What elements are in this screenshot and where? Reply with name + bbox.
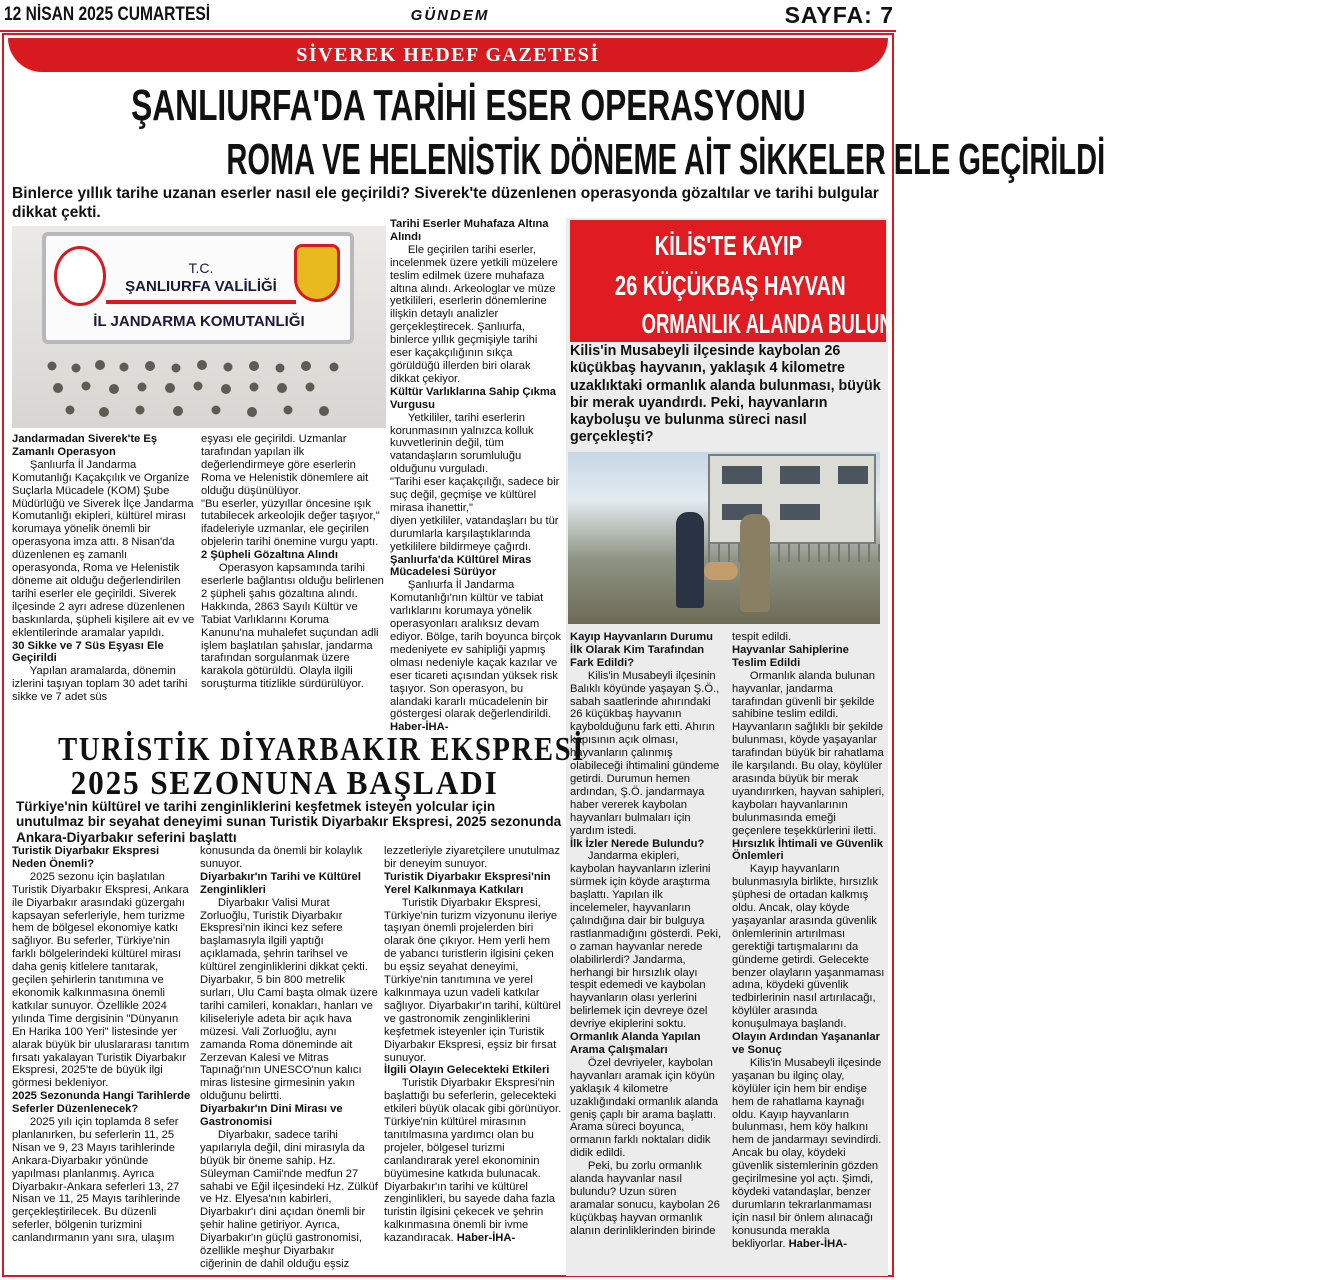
subhead: Tarihi Eserler Muhafaza Altına Alındı [390, 218, 549, 243]
subhead: Ormanlık Alanda Yapılan Arama Çalışmaları [570, 1031, 701, 1056]
paragraph: Peki, bu zorlu ormanlık alanda hayvanlar nasıl bulundu? Uzun süren aramalar sonucu, kaybolan 26 küçükbaş hayvan ormanlık alanın derinliklerinden birinde [570, 1160, 720, 1237]
valilik-logo [54, 246, 106, 306]
story2-photo [568, 452, 880, 624]
person-civilian [676, 512, 704, 608]
paragraph: 2025 yılı için toplamda 8 sefer planlanırken, bu seferlerin 11, 25 Nisan ve 9, 23 Mayıs tarihlerinde Ankara-Diyarbakır yönünde yapılması planlanmış. Ayrıca Diyarbakır-Ankara seferleri 13, 27 Nisan ve 11, 25 Mayıs tarihlerinde gerçekleştirilecek. Bu düzenli seferler, bölgenin turizmini canlandırmanın yanı sıra, ulaşım [12, 1116, 181, 1245]
story3-column2 [200, 845, 378, 1273]
story1-headline-line2: ROMA VE HELENİSTİK DÖNEME AİT SİKKELER ELE GEÇİRİLDİ [226, 135, 1106, 184]
paragraph: Turistik Diyarbakır Ekspresi, Türkiye'nin turizm vizyonunu ileriye taşıyan önemli projelerden biri olarak öne çıkıyor. Hem yerli hem de yabancı turistlerin ilgisini çeken bu eşsiz seyahat deneyimi, Türkiye'nin tanıtımına ve yerel kalkınmaya uzun vadeli katkılar sağlıyor. Diyarbakır'ın tarihi, kültürel ve gastronomik zenginliklerini keşfetmek isteyenler için Turistik Diyarbakır Ekspresi, eşsiz bir fırsat sunuyor. [384, 896, 561, 1064]
paragraph: tespit edildi. [732, 631, 792, 643]
paragraph-text: Şanlıurfa İl Jandarma Komutanlığı'nın kültür ve tabiat varlıklarını korumaya yönelik operasyonları aralıksız devam ediyor. Bölge, tarih boyunca birçok medeniyete ev sahipliği yapmış olması nedeniyle kaçak kazılar ve eser ticareti açısından yüksek risk taşıyor. Son operasyon, bu alandaki kararlı mücadelenin bir göstergesi olarak değerlendirildi. [390, 579, 562, 721]
story1-column1 [12, 433, 195, 725]
story1-deck: Binlerce yıllık tarihe uzanan eserler nasıl ele geçirildi? Siverek'te düzenlenen operasyonda gözaltılar ve tarihi bulgular dikkat çekti. [12, 185, 879, 221]
header-rule [0, 30, 896, 32]
paragraph: Ele geçirilen tarihi eserler, incelenmek üzere yetkili müzelere teslim edilmek üzere muhafaza altına alındı. Arkeologlar ve müze yetkilileri, eserlerin dönemlerine ilişkin detaylı analizler gerçekleştirecek. Şanlıurfa, binlerce yıllık geçmişiyle tarihi eser kaçakçılığının sıkça görüldüğü illerden biri olarak dikkat çekiyor. [390, 243, 558, 385]
paragraph: eşyası ele geçirildi. Uzmanlar tarafından yapılan ilk değerlendirmeye göre eserlerin Roma ve Helenistik dönemlere ait olduğu düşünülüyor. [201, 433, 369, 497]
story3-column3 [384, 845, 562, 1273]
story1-column3 [390, 218, 562, 734]
subhead: Hırsızlık İhtimali ve Güvenlik Önlemleri [732, 837, 884, 863]
subhead: Şanlıurfa'da Kültürel Miras Mücadelesi Sürüyor [390, 553, 532, 579]
paragraph: 2025 sezonu için başlatılan Turistik Diyarbakır Ekspresi, Ankara ile Diyarbakır arasındaki güzergahı kapsayan seferleriyle, hem turizme hem de bölgesel ekonomiye katkı sağlıyor. Bu seferler, Türkiye'nin farklı bölgelerindeki kültürel mirası daha geniş kitlelere tanıtarak, geçilen şehirlerin tanıtımına ve ekonomik kalkınmasına önemli katkılar sunuyor. Özellikle 2024 yılında Time dergisinin "Dünyanın En Harika 100 Yeri" listesinde yer alarak büyük bir uluslararası tanıtım fırsatı yakalayan Turistik Diyarbakır Ekspresi, 2025'te de büyük ilgi görmesi bekleniyor. [12, 870, 190, 1090]
subhead: Turistik Diyarbakır Ekspresi Neden Önemli? [12, 845, 160, 870]
byline: Haber-İHA- [456, 1232, 516, 1245]
quote: "Bu eserler, yüzyıllar öncesine ışık tutabilecek arkeolojik değer taşıyor," [201, 497, 380, 523]
paragraph-text: Kilis'in Musabeyli ilçesinde yaşanan bu ilginç olay, köylüler için hem bir endişe hem de rahatlama kaynağı oldu. Kayıp hayvanların bulunması, hem köy halkını hem de jandarmayı sevindirdi. Ancak bu olay, köydeki güvenlik sistemlerinin gözden geçirilmesine yol açtı. Şimdi, köydeki vatandaşlar, benzer durumların tekrarlanmaması için nasıl bir önlem alınacağı konusunda merakla bekliyorlar. [732, 1056, 882, 1250]
dog [704, 562, 738, 580]
person-gendarme [740, 514, 770, 612]
banner-line1: KİLİS'TE KAYIP [654, 230, 802, 261]
paragraph: Şanlıurfa İl Jandarma Komutanlığı Kaçakçılık ve Organize Suçlarla Mücadele (KOM) Şube Müdürlüğü ve Siverek İlçe Jandarma Komutanlığı ekipleri, kültürel mirası korumaya yönelik önemli bir operasyona imza attı. 8 Nisan'da düzenlenen eş zamanlı operasyonda, Roma ve Helenistik döneme ait olduğu değerlendirilen tarihi eserler ele geçirildi. Siverek ilçesinde 2 ayrı adrese düzenlenen baskınlarda, şüpheli kişilere ait ev ve eklentilerinde aramalar yapıldı. [12, 458, 195, 639]
paragraph-text: Turistik Diyarbakır Ekspresi'nin başlattığı bu seferlerin, gelecekteki etkileri büyük olacak gibi görünüyor. Türkiye'nin kültürel mirasının tanıtılmasına yardımcı olan bu projeler, bölgesel turizmi canlandırarak yerel ekonominin büyümesine katkıda bulunacak. Diyarbakır'ın tarihi ve kültürel zenginlikleri, bu sayede daha fazla turistin ilgisini çekecek ve şehrin kalkınmasına önemli bir ivme kazandıracak. [384, 1077, 562, 1245]
paragraph: Jandarma ekipleri, kaybolan hayvanların izlerini sürmek için köyde araştırma başlattı. Yapılan ilk incelemeler, hayvanların çalındığına dair bir bulguya rastlanmadığını gösterdi. Peki, o zaman hayvanlar nerede olabilirlerdi? Jandarma, herhangi bir hırsızlık olayı tespit edemedi ve kaybolan hayvanların olası yerlerini belirlemek için devreye özel devriye ekiplerini soktu. [570, 850, 722, 1031]
banner-line2: 26 KÜÇÜKBAŞ HAYVAN [614, 270, 846, 301]
story2-column1 [570, 631, 722, 1273]
masthead-logo: SİVEREK HEDEF GAZETESİ [296, 44, 600, 66]
story1-headline-line1: ŞANLIURFA'DA TARİHİ ESER OPERASYONU [131, 81, 806, 130]
paragraph: lezzetleriyle ziyaretçilere unutulmaz bir deneyim sunuyor. [384, 845, 560, 870]
paragraph: Diyarbakır Valisi Murat Zorluoğlu, Turistik Diyarbakır Ekspresi'nin ikinci kez sefere başlamasıyla ilgili yaptığı açıklamada, şehrin tarihsel ve kültürel zenginliklerini dikkat çekti. Diyarbakır, 5 bin 800 metrelik surları, Ulu Cami başta olmak üzere tarihi camileri, konakları, hanları ve kiliseleriyle adeta bir açık hava müzesi. Vali Zorluoğlu, aynı zamanda Roma döneminde ait Zerzevan Kalesi ve Mitras Tapınağı'nın UNESCO'nun kalıcı miras listesine girmesinin yakın olduğunu belirtti. [200, 896, 378, 1103]
paragraph: ifadeleriyle uzmanlar, ele geçirilen objelerin tarihi önemine vurgu yaptı. [201, 523, 379, 549]
subhead: 30 Sikke ve 7 Süs Eşyası Ele Geçirildi [12, 639, 164, 665]
subhead: İlk İzler Nerede Bulundu? [570, 837, 705, 850]
story1-column2 [201, 433, 384, 725]
story2-column2 [732, 631, 886, 1273]
byline: Haber-İHA- [390, 721, 449, 734]
byline: Haber-İHA- [788, 1237, 848, 1250]
paragraph: Ormanlık alanda bulunan hayvanlar, jandarma tarafından güvenli bir şekilde sahibine teslim edildi. Hayvanların sağlıklı bir şekilde bulunması, köyde yaşayanlar tarafından büyük bir rahatlama ile karşılandı. Bu olay, köylüler arasında büyük bir merak uyandırırken, hayvan sahipleri, kayboları hayvanlarının bulunmasında emeği geçenlere teşekkürlerini iletti. [732, 669, 885, 837]
story3-column1 [12, 845, 195, 1273]
story1-photo [12, 226, 386, 428]
subhead: 2 Şüpheli Gözaltına Alındı [201, 549, 338, 562]
story3-headline-line1: TURİSTİK DİYARBAKIR EKSPRESİ [58, 731, 586, 768]
paragraph: Kilis'in Musabeyli ilçesinin Balıklı köyünde yaşayan Ş.Ö., sabah saatlerinde ahırındaki 26 küçükbaş hayvanın kaybolduğunu fark etti. Ahırın kapısının açık olması, hayvanların çalınmış olabileceği ihtimalini gündeme getirdi. Durumun hemen ardından, Ş.Ö. jandarmaya haber vererek kaybolan hayvanları bulmaları için yardım istedi. [570, 669, 720, 837]
paragraph: Kayıp hayvanların bulunmasıyla birlikte, hırsızlık şüphesi de ortadan kalkmış oldu. Ancak, olay köyde yaşayanlar arasında güvenlik önlemlerinin artırılması gerektiği tartışmalarını da gündeme getirdi. Gelecekte benzer olayların yaşanmaması adına, köydeki güvenlik tedbirlerinin nasıl artırılacağı, köylüler arasında konuşulmaya başlandı. [732, 863, 885, 1031]
paragraph: Operasyon kapsamında tarihi eserlerle bağlantısı olduğu belirlenen 2 şüpheli şahıs gözaltına alındı. Hakkında, 2863 Sayılı Kültür ve Tabiat Varlıklarını Koruma Kanunu'na muhalefet suçundan adli işlem başlatılan şahıslar, jandarma tarafından sorgulanmak üzere karakola götürüldü. Olayla ilgili soruşturma titizlikle sürdürülüyor. [201, 562, 384, 691]
window [780, 466, 820, 484]
window [838, 466, 868, 484]
subhead: Olayın Ardından Yaşananlar ve Sonuç [732, 1031, 880, 1056]
paragraph [390, 579, 562, 734]
window [780, 504, 820, 520]
header-page-number: SAYFA: 7 [784, 2, 894, 28]
quote: "Tarihi eser kaçakçılığı, sadece bir suç değil, geçmişe ve kültürel mirasa ihanettir," [390, 476, 560, 514]
subhead: 2025 Sezonunda Hangi Tarihlerde Seferler Düzenlenecek? [12, 1090, 191, 1116]
subhead: Kültür Varlıklarına Sahip Çıkma Vurgusu [390, 385, 557, 411]
fence [698, 544, 880, 562]
header-date: 12 NİSAN 2025 CUMARTESİ [4, 4, 211, 25]
plaque [42, 232, 354, 344]
masthead-band [8, 38, 888, 72]
jandarma-logo [294, 244, 340, 302]
paragraph: Özel devriyeler, kaybolan hayvanları aramak için köyün yaklaşık 4 kilometre uzaklığındaki ormanlık alanda geniş çaplı bir arama başlattı. Arama süreci boyunca, ormanın farklı noktaları didik didik edildi. [570, 1056, 719, 1160]
paragraph: Yapılan aramalarda, dönemin izlerini taşıyan toplam 30 adet tarihi sikke ve 7 adet süs [12, 665, 188, 704]
paragraph: Yetkililer, tarihi eserlerin korunmasının yalnızca kolluk kuvvetlerinin değil, tüm vatandaşların sorumluluğu olduğunu vurguladı. [390, 411, 534, 476]
subhead: Turistik Diyarbakır Ekspresi'nin Yerel Kalkınmaya Katkıları [384, 870, 551, 896]
paragraph [732, 1057, 886, 1251]
plaque-divider [106, 300, 296, 304]
window [722, 466, 762, 484]
paragraph: Diyarbakır, sadece tarihi yapılarıyla değil, dini mirasıyla da büyük bir öneme sahip. Hz. Süleyman Camii'nde medfun 27 sahabi ve Eğil ilçesindeki Hz. Zülküf ve Hz. Elyesa'nın kabirleri, Diyarbakır'ı dini açıdan önemli bir şehir haline getiriyor. Ayrıca, Diyarbakır'ın güçlü gastronomisi, özellikle meşhur Diyarbakır ciğerinin de dahil olduğu eşsiz [200, 1128, 378, 1270]
paragraph: diyen yetkililer, vatandaşları bu tür durumlarla karşılaştıklarında yetkililere bildirmeye çağırdı. [390, 514, 559, 553]
plaque-line3: İL JANDARMA KOMUTANLIĞI [93, 313, 305, 330]
coins-graphic [12, 354, 386, 428]
story2-deck: Kilis'in Musabeyli ilçesinde kaybolan 26 küçükbaş hayvanın, yaklaşık 4 kilometre uzaklıktaki ormanlık alanda bulunması, büyük bir merak uyandırdı. Peki, hayvanların kayboluşu ve bulunma süreci nasıl gerçekleşti? [570, 343, 881, 446]
paragraph [384, 1077, 562, 1245]
plaque-line1: T.C. [188, 260, 214, 276]
paragraph: konusunda da önemli bir kolaylık sunuyor. [200, 845, 363, 870]
subhead: İlgili Olayın Gelecekteki Etkileri [384, 1064, 550, 1077]
subhead: Jandarmadan Siverek'te Eş Zamanlı Operasyon [12, 433, 158, 458]
header-section: GÜNDEM [410, 7, 490, 24]
story2-banner [570, 220, 920, 342]
story3-deck: Türkiye'nin kültürel ve tarihi zenginliklerini keşfetmek isteyen yolcular için unutulmaz bir seyahat deneyimi sunan Turistik Diyarbakır Ekspresi, 2025 sezonunda Ankara-Diyarbakır seferini başlattı [16, 799, 562, 845]
subhead: Kayıp Hayvanların Durumu İlk Olarak Kim Tarafından Fark Edildi? [570, 631, 713, 669]
subhead: Hayvanlar Sahiplerine Teslim Edildi [732, 643, 849, 669]
subhead: Diyarbakır'ın Dini Mirası ve Gastronomisi [200, 1103, 343, 1129]
banner-line3: ORMANLIK ALANDA BULUNDU [641, 308, 920, 339]
subhead: Diyarbakır'ın Tarihi ve Kültürel Zenginlikleri [200, 870, 361, 896]
plaque-line2: ŞANLIURFA VALİLİĞİ [125, 278, 277, 295]
building [708, 454, 876, 544]
story3-headline-line2: 2025 SEZONUNA BAŞLADI [70, 765, 500, 802]
